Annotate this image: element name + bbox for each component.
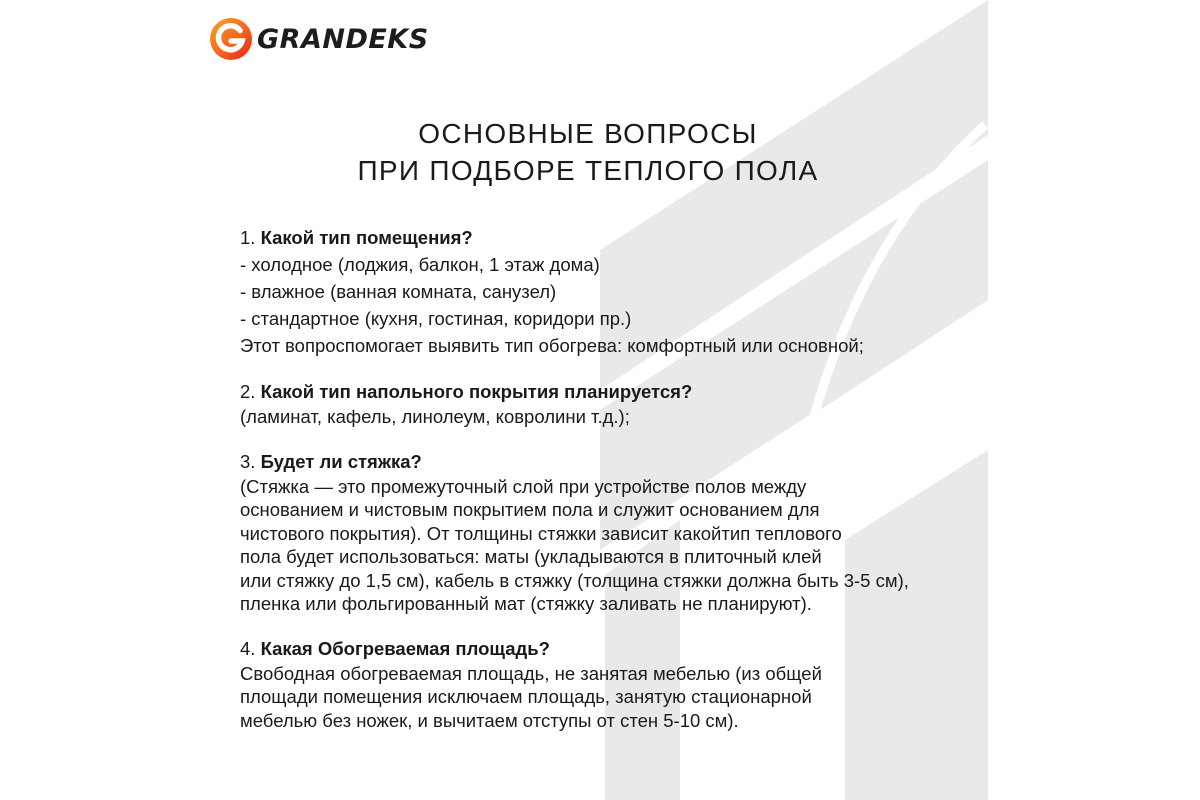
page-headline (250, 115, 926, 189)
question-heading (240, 635, 965, 662)
question-text: Какой тип помещения? (260, 227, 473, 248)
questions-list (240, 224, 965, 751)
question-heading (240, 448, 965, 475)
question-number: 4. (240, 637, 256, 659)
answer-line: или стяжку до 1,5 см), кабель в стяжку (толщина стяжки должна быть 3-5 см), (240, 569, 909, 591)
question-heading (240, 224, 965, 251)
brand-logo (209, 16, 429, 62)
answer-line: пола будет использоваться: маты (укладываются в плиточный клей (240, 546, 822, 567)
question-text: Будет ли стяжка? (260, 450, 422, 472)
headline-line: ПРИ ПОДБОРЕ ТЕПЛОГО ПОЛА (357, 155, 819, 186)
grandeks-g-logo-icon (209, 17, 253, 61)
answer-line: основанием и чистовым покрытием пола и служит основанием для (240, 499, 820, 520)
answer-line: (ламинат, кафель, линолеум, ковролини т.д.); (240, 406, 630, 427)
answer-line: чистового покрытия). От толщины стяжки зависит какойтип теплового (240, 522, 842, 544)
answer-line: Свободная обогреваемая площадь, не занятая мебелью (из общей (240, 662, 822, 684)
brand-name: GRANDEKS (257, 23, 429, 55)
question-section-3 (240, 448, 965, 616)
question-text: Какой тип напольного покрытия планируется? (260, 381, 693, 402)
question-text: Какая Обогреваемая площадь? (260, 637, 550, 659)
question-number: 3. (240, 450, 256, 472)
option-item: - влажное (ванная комната, санузел) (240, 281, 557, 302)
option-item: - холодное (лоджия, балкон, 1 этаж дома) (240, 254, 600, 275)
question-section-4 (240, 635, 965, 733)
question-number: 1. (240, 227, 256, 248)
option-item: - стандартное (кухня, гостиная, коридори пр.) (240, 308, 632, 329)
answer-line: (Стяжка — это промежуточный слой при устройстве полов между (240, 475, 807, 497)
answer-line: пленка или фольгированный мат (стяжку заливать не планируют). (240, 593, 812, 614)
question-note: Этот вопроспомогает выявить тип обогрева: комфортный или основной; (240, 335, 864, 356)
answer-line: площади помещения исключаем площадь, занятую стационарной (240, 686, 812, 707)
question-number: 2. (240, 381, 256, 402)
question-heading (240, 378, 965, 405)
question-section-1 (240, 224, 965, 359)
headline-line: ОСНОВНЫЕ ВОПРОСЫ (418, 118, 758, 149)
question-section-2 (240, 378, 965, 429)
answer-line: мебелью без ножек, и вычитаем отступы от стен 5-10 см). (240, 709, 739, 731)
